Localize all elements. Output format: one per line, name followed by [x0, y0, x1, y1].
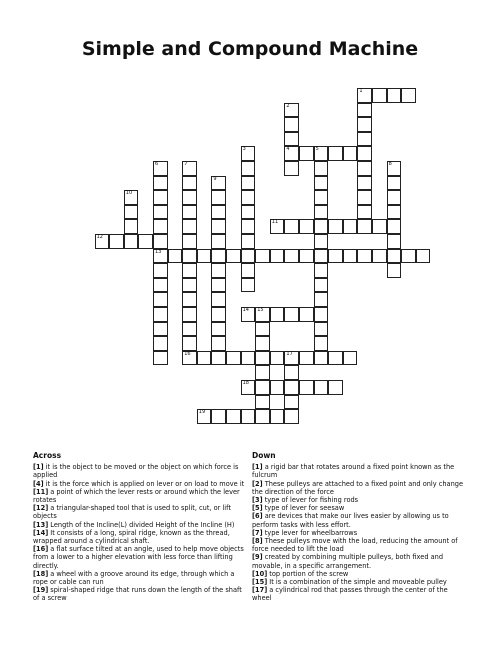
grid-cell[interactable]	[153, 161, 168, 176]
grid-cell[interactable]	[182, 307, 197, 322]
grid-cell[interactable]	[314, 249, 329, 264]
cell-number: 3	[242, 146, 246, 153]
grid-cell[interactable]	[211, 249, 226, 264]
grid-cell[interactable]	[314, 263, 329, 278]
grid-cell[interactable]	[211, 234, 226, 249]
grid-cell[interactable]	[387, 88, 402, 103]
grid-cell[interactable]	[124, 219, 139, 234]
down-clues	[252, 452, 467, 603]
grid-cell[interactable]	[211, 409, 226, 424]
across-clue	[33, 529, 246, 545]
grid-cell[interactable]	[270, 351, 285, 366]
cell-number: 1	[359, 88, 363, 94]
down-clue-text: These pulleys move with the load, reducing the amount of force needed to lift the load	[252, 537, 458, 554]
down-heading: Down	[252, 451, 276, 460]
down-clue-number: [10]	[252, 569, 268, 578]
grid-cell[interactable]	[241, 263, 256, 278]
grid-cell[interactable]	[314, 146, 329, 161]
grid-cell[interactable]	[270, 249, 285, 264]
grid-cell[interactable]	[211, 205, 226, 220]
grid-cell[interactable]	[387, 190, 402, 205]
grid-cell[interactable]	[284, 117, 299, 132]
down-clue	[252, 537, 467, 553]
grid-cell[interactable]	[314, 336, 329, 351]
down-clue-number: [9]	[252, 553, 263, 562]
grid-cell[interactable]	[343, 146, 358, 161]
across-clue-text: Length of the Incline(L) divided Height of the Incline (H)	[48, 520, 235, 529]
across-clue-text: It consists of a long, spiral ridge, known as the thread, wrapped around a cylindrical shaft.	[33, 528, 230, 546]
grid-cell[interactable]	[284, 103, 299, 118]
grid-cell[interactable]	[328, 380, 343, 395]
grid-cell[interactable]	[153, 351, 168, 366]
grid-cell[interactable]	[153, 278, 168, 293]
across-clue-number: [11]	[33, 487, 49, 496]
grid-cell[interactable]	[255, 322, 270, 337]
grid-cell[interactable]	[299, 380, 314, 395]
across-clue-number: [18]	[33, 569, 49, 578]
grid-cell[interactable]	[211, 336, 226, 351]
grid-cell[interactable]	[314, 380, 329, 395]
down-clue-number: [1]	[252, 463, 263, 472]
grid-cell[interactable]	[241, 205, 256, 220]
grid-cell[interactable]	[314, 161, 329, 176]
grid-cell[interactable]	[372, 88, 387, 103]
grid-cell[interactable]	[226, 351, 241, 366]
grid-cell[interactable]	[284, 365, 299, 380]
grid-cell[interactable]	[241, 161, 256, 176]
page-title: Simple and Compound Machine	[81, 38, 419, 60]
down-clue	[252, 570, 467, 578]
grid-cell[interactable]	[314, 234, 329, 249]
grid-cell[interactable]	[182, 322, 197, 337]
across-clue-number: [19]	[33, 586, 49, 595]
grid-cell[interactable]	[153, 292, 168, 307]
cell-number: 5	[315, 146, 319, 153]
across-clue-number: [4]	[33, 479, 44, 488]
grid-cell[interactable]	[357, 190, 372, 205]
across-clue-text: a point of which the lever rests or around which the lever rotates	[33, 487, 240, 505]
across-clue-number: [13]	[33, 520, 49, 529]
grid-cell[interactable]	[357, 249, 372, 264]
cell-number: 4	[286, 146, 290, 153]
down-clue-number: [17]	[252, 586, 268, 595]
cell-number: 16	[184, 350, 191, 357]
down-clue-number: [15]	[252, 578, 268, 587]
across-clue-list	[33, 463, 246, 602]
grid-cell[interactable]	[284, 380, 299, 395]
down-clue-text: a rigid bar that rotates around a fixed point known as the fulcrum	[252, 463, 455, 480]
grid-cell[interactable]	[138, 234, 153, 249]
grid-cell[interactable]	[241, 176, 256, 191]
grid-cell[interactable]	[182, 263, 197, 278]
grid-cell[interactable]	[284, 409, 299, 424]
grid-cell[interactable]	[197, 409, 212, 424]
grid-cell[interactable]	[387, 263, 402, 278]
across-clue	[33, 586, 246, 602]
grid-cell[interactable]	[211, 322, 226, 337]
grid-cell[interactable]	[357, 205, 372, 220]
grid-cell[interactable]	[270, 307, 285, 322]
grid-cell[interactable]	[328, 249, 343, 264]
grid-cell[interactable]	[153, 322, 168, 337]
grid-cell[interactable]	[255, 380, 270, 395]
grid-cell[interactable]	[153, 307, 168, 322]
cell-number: 8	[388, 161, 392, 167]
cell-number: 15	[257, 307, 264, 313]
down-clue	[252, 480, 467, 496]
cell-number: 10	[125, 190, 133, 197]
grid-cell[interactable]	[211, 351, 226, 366]
grid-cell[interactable]	[328, 146, 343, 161]
grid-cell[interactable]	[153, 219, 168, 234]
grid-cell[interactable]	[314, 351, 329, 366]
grid-cell[interactable]	[284, 307, 299, 322]
grid-cell[interactable]	[343, 351, 358, 366]
grid-cell[interactable]	[255, 307, 270, 322]
cell-number: 19	[198, 409, 206, 416]
grid-cell[interactable]	[314, 307, 329, 322]
grid-cell[interactable]	[299, 351, 314, 366]
grid-cell[interactable]	[314, 292, 329, 307]
down-clue	[252, 529, 467, 537]
cell-number: 18	[242, 380, 249, 386]
grid-cell[interactable]	[211, 307, 226, 322]
across-clue-number: [16]	[33, 545, 49, 554]
grid-cell[interactable]	[241, 219, 256, 234]
grid-cell[interactable]	[241, 351, 256, 366]
cell-number: 12	[96, 234, 103, 240]
down-clue-number: [5]	[252, 504, 263, 513]
grid-cell[interactable]	[314, 205, 329, 220]
grid-cell[interactable]	[153, 249, 168, 264]
grid-cell[interactable]	[372, 249, 387, 264]
grid-cell[interactable]	[284, 395, 299, 410]
across-clue-text: a wheel with a groove around its edge, through which a rope or cable can run	[33, 569, 235, 587]
grid-cell[interactable]	[284, 132, 299, 147]
cell-number: 17	[286, 350, 293, 357]
grid-cell[interactable]	[357, 176, 372, 191]
grid-cell[interactable]	[328, 219, 343, 234]
grid-cell[interactable]	[357, 103, 372, 118]
down-clue-text: It is a combination of the simple and moveable pulley	[267, 578, 447, 587]
down-clue-number: [3]	[252, 496, 263, 505]
down-clue-number: [2]	[252, 479, 263, 488]
across-clue-number: [14]	[33, 528, 49, 537]
across-clues	[33, 452, 246, 603]
grid-cell[interactable]	[387, 234, 402, 249]
grid-cell[interactable]	[241, 190, 256, 205]
grid-cell[interactable]	[357, 88, 372, 103]
grid-cell[interactable]	[255, 395, 270, 410]
grid-cell[interactable]	[314, 176, 329, 191]
down-clue-text: top portion of the screw	[267, 569, 349, 578]
across-clue-text: spiral-shaped ridge that runs down the length of the shaft of a screw	[33, 586, 242, 603]
cell-number: 11	[271, 219, 279, 226]
grid-cell[interactable]	[387, 176, 402, 191]
grid-cell[interactable]	[211, 292, 226, 307]
grid-cell[interactable]	[328, 351, 343, 366]
grid-cell[interactable]	[270, 380, 285, 395]
across-clue	[33, 521, 246, 529]
cell-number: 14	[242, 307, 249, 313]
down-clue	[252, 496, 467, 504]
grid-cell[interactable]	[211, 190, 226, 205]
grid-cell[interactable]	[182, 278, 197, 293]
grid-cell[interactable]	[357, 161, 372, 176]
grid-cell[interactable]	[299, 307, 314, 322]
across-clue-text: it is the force which is applied on lever or on load to move it	[43, 479, 245, 488]
down-clue	[252, 463, 467, 479]
cell-number: 2	[286, 102, 290, 109]
grid-cell[interactable]	[153, 190, 168, 205]
grid-cell[interactable]	[255, 409, 270, 424]
grid-cell[interactable]	[124, 190, 139, 205]
grid-cell[interactable]	[153, 234, 168, 249]
grid-cell[interactable]	[401, 88, 416, 103]
grid-cell[interactable]	[182, 176, 197, 191]
down-clue-number: [8]	[252, 537, 263, 546]
across-heading: Across	[33, 451, 62, 460]
grid-cell[interactable]	[211, 219, 226, 234]
grid-cell[interactable]	[211, 263, 226, 278]
cell-number: 7	[184, 161, 188, 167]
grid-cell[interactable]	[416, 249, 431, 264]
grid-cell[interactable]	[197, 249, 212, 264]
down-clue-text: type of lever for seesaw	[262, 504, 345, 513]
grid-cell[interactable]	[284, 249, 299, 264]
grid-cell[interactable]	[314, 278, 329, 293]
grid-cell[interactable]	[284, 351, 299, 366]
across-clue-text: it is the object to be moved or the object on which force is applied	[33, 463, 239, 480]
grid-cell[interactable]	[211, 278, 226, 293]
across-clue-text: a triangular-shaped tool that is used to split, cut, or lift objects	[33, 504, 231, 521]
across-clue	[33, 463, 246, 479]
grid-cell[interactable]	[255, 351, 270, 366]
grid-cell[interactable]	[197, 351, 212, 366]
grid-cell[interactable]	[343, 219, 358, 234]
grid-cell[interactable]	[343, 249, 358, 264]
grid-cell[interactable]	[182, 292, 197, 307]
grid-cell[interactable]	[270, 409, 285, 424]
grid-cell[interactable]	[182, 219, 197, 234]
grid-cell[interactable]	[270, 219, 285, 234]
down-clue-text: type of lever for fishing rods	[262, 496, 359, 505]
grid-cell[interactable]	[357, 117, 372, 132]
grid-cell[interactable]	[314, 190, 329, 205]
grid-cell[interactable]	[153, 205, 168, 220]
grid-cell[interactable]	[387, 161, 402, 176]
grid-cell[interactable]	[182, 249, 197, 264]
down-clue-list	[252, 463, 467, 602]
grid-cell[interactable]	[299, 146, 314, 161]
grid-cell[interactable]	[182, 161, 197, 176]
grid-cell[interactable]	[314, 322, 329, 337]
across-clue	[33, 488, 246, 504]
grid-cell[interactable]	[284, 219, 299, 234]
grid-cell[interactable]	[124, 234, 139, 249]
across-clue-number: [12]	[33, 504, 49, 513]
down-clue-text: type lever for wheelbarrows	[262, 528, 358, 537]
down-clue	[252, 504, 467, 512]
down-clue-text: created by combining multiple pulleys, both fixed and movable, in a specific arrangement.	[252, 553, 443, 570]
down-clue-number: [7]	[252, 528, 263, 537]
cell-number: 9	[213, 175, 217, 182]
grid-cell[interactable]	[241, 278, 256, 293]
grid-cell[interactable]	[241, 234, 256, 249]
grid-cell[interactable]	[241, 249, 256, 264]
across-clue-text: a flat surface tilted at an angle, used to help move objects from a lower to a higher elevation with less force than lifting directly.	[33, 545, 244, 570]
grid-cell[interactable]	[255, 249, 270, 264]
down-clue	[252, 586, 467, 602]
grid-cell[interactable]	[182, 234, 197, 249]
grid-cell[interactable]	[357, 132, 372, 147]
grid-cell[interactable]	[182, 190, 197, 205]
grid-cell[interactable]	[299, 219, 314, 234]
down-clue	[252, 578, 467, 586]
grid-cell[interactable]	[182, 205, 197, 220]
grid-cell[interactable]	[226, 409, 241, 424]
grid-cell[interactable]	[153, 263, 168, 278]
grid-cell[interactable]	[255, 336, 270, 351]
across-clue	[33, 545, 246, 570]
grid-cell[interactable]	[357, 146, 372, 161]
grid-cell[interactable]	[168, 249, 183, 264]
grid-cell[interactable]	[284, 146, 299, 161]
grid-cell[interactable]	[211, 176, 226, 191]
grid-cell[interactable]	[372, 219, 387, 234]
down-clue	[252, 553, 467, 569]
grid-cell[interactable]	[241, 146, 256, 161]
grid-cell[interactable]	[241, 380, 256, 395]
grid-cell[interactable]	[182, 336, 197, 351]
grid-cell[interactable]	[314, 219, 329, 234]
grid-cell[interactable]	[241, 409, 256, 424]
grid-cell[interactable]	[387, 205, 402, 220]
grid-cell[interactable]	[387, 219, 402, 234]
grid-cell[interactable]	[255, 365, 270, 380]
down-clue-number: [6]	[252, 512, 263, 521]
cell-number: 13	[155, 248, 162, 255]
grid-cell[interactable]	[284, 161, 299, 176]
across-clue-number: [1]	[33, 463, 44, 472]
down-clue-text: a cylindrical rod that passes through the center of the wheel	[252, 586, 448, 603]
grid-cell[interactable]	[299, 249, 314, 264]
grid-cell[interactable]	[387, 249, 402, 264]
across-clue	[33, 504, 246, 520]
grid-cell[interactable]	[153, 176, 168, 191]
grid-cell[interactable]	[124, 205, 139, 220]
down-clue-text: are devices that make our lives easier by allowing us to perform tasks with less effort.	[252, 512, 449, 529]
grid-cell[interactable]	[241, 307, 256, 322]
across-clue	[33, 570, 246, 586]
grid-cell[interactable]	[109, 234, 124, 249]
down-clue	[252, 512, 467, 528]
cell-number: 6	[155, 161, 159, 167]
grid-cell[interactable]	[182, 351, 197, 366]
down-clue-text: These pulleys are attached to a fixed point and only change the direction of the force	[252, 479, 464, 496]
across-clue	[33, 480, 246, 488]
grid-cell[interactable]	[226, 249, 241, 264]
grid-cell[interactable]	[357, 219, 372, 234]
grid-cell[interactable]	[153, 336, 168, 351]
grid-cell[interactable]	[401, 249, 416, 264]
grid-cell[interactable]	[95, 234, 110, 249]
